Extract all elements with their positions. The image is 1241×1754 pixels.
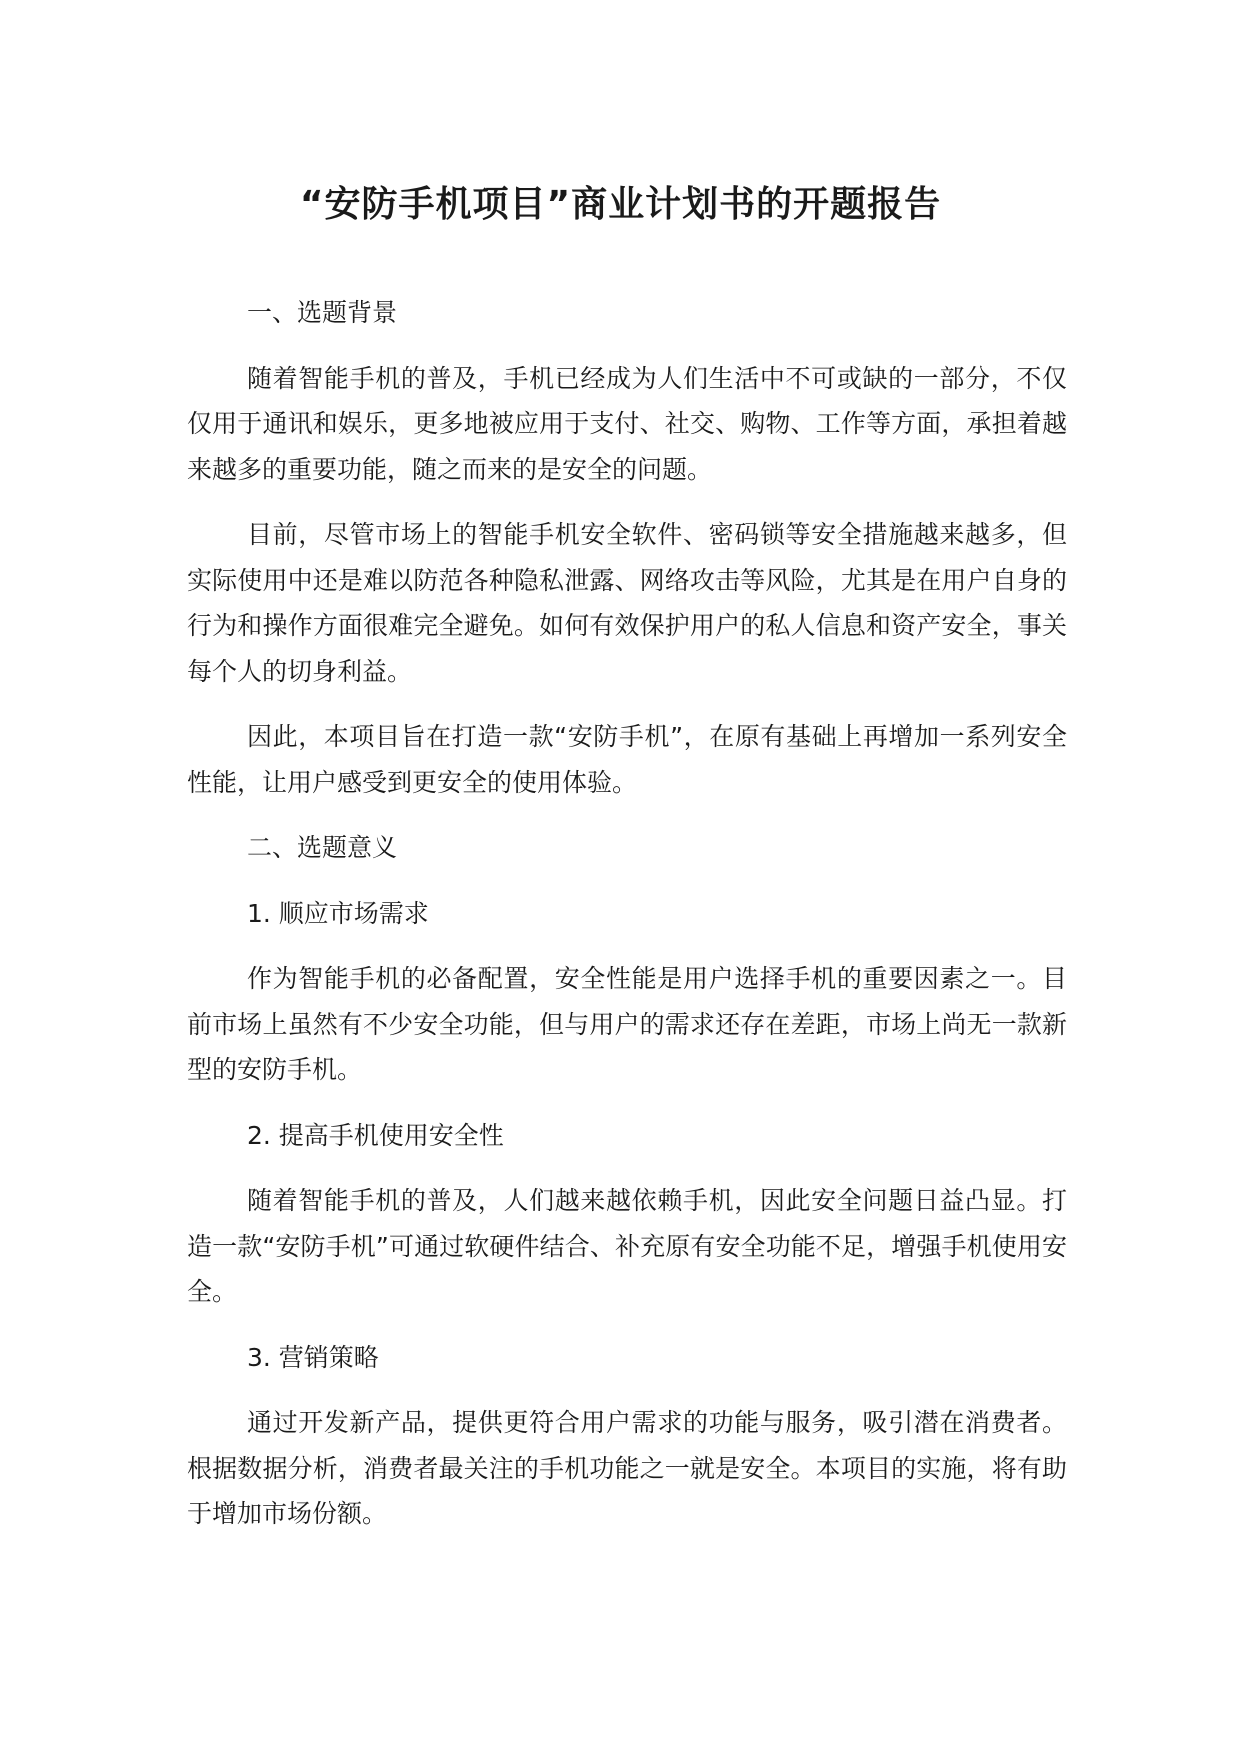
section-heading: 二、选题意义 <box>247 833 398 862</box>
section-heading: 一、选题背景 <box>247 298 398 327</box>
subsection-heading: 1. 顺应市场需求 <box>247 898 429 928</box>
paragraph: 随着智能手机的普及，人们越来越依赖手机，因此安全问题日益凸显。打造一款“安防手机”可通过软硬件结合、补充原有安全功能不足，增强手机使用安全。 <box>187 1186 1067 1306</box>
subsection-heading: 2. 提高手机使用安全性 <box>247 1120 504 1150</box>
section-background <box>187 290 1067 805</box>
document-body <box>187 290 1067 1557</box>
paragraph: 通过开发新产品，提供更符合用户需求的功能与服务，吸引潜在消费者。根据数据分析，消费者最关注的手机功能之一就是安全。本项目的实施，将有助于增加市场份额。 <box>187 1408 1067 1528</box>
paragraph: 因此，本项目旨在打造一款“安防手机”，在原有基础上再增加一系列安全性能，让用户感受到更安全的使用体验。 <box>187 722 1067 797</box>
paragraph: 目前，尽管市场上的智能手机安全软件、密码锁等安全措施越来越多，但实际使用中还是难以防范各种隐私泄露、网络攻击等风险，尤其是在用户自身的行为和操作方面很难完全避免。如何有效保护用户的私人信息和资产安全，事关每个人的切身利益。 <box>187 520 1067 686</box>
paragraph: 随着智能手机的普及，手机已经成为人们生活中不可或缺的一部分，不仅仅用于通讯和娱乐，更多地被应用于支付、社交、购物、工作等方面，承担着越来越多的重要功能，随之而来的是安全的问题。 <box>187 363 1067 484</box>
document-title: “安防手机项目”商业计划书的开题报告 <box>299 184 942 225</box>
section-significance <box>187 825 1067 1537</box>
subsection-heading: 3. 营销策略 <box>247 1342 379 1372</box>
paragraph: 作为智能手机的必备配置，安全性能是用户选择手机的重要因素之一。目前市场上虽然有不少安全功能，但与用户的需求还存在差距，市场上尚无一款新型的安防手机。 <box>187 964 1067 1084</box>
